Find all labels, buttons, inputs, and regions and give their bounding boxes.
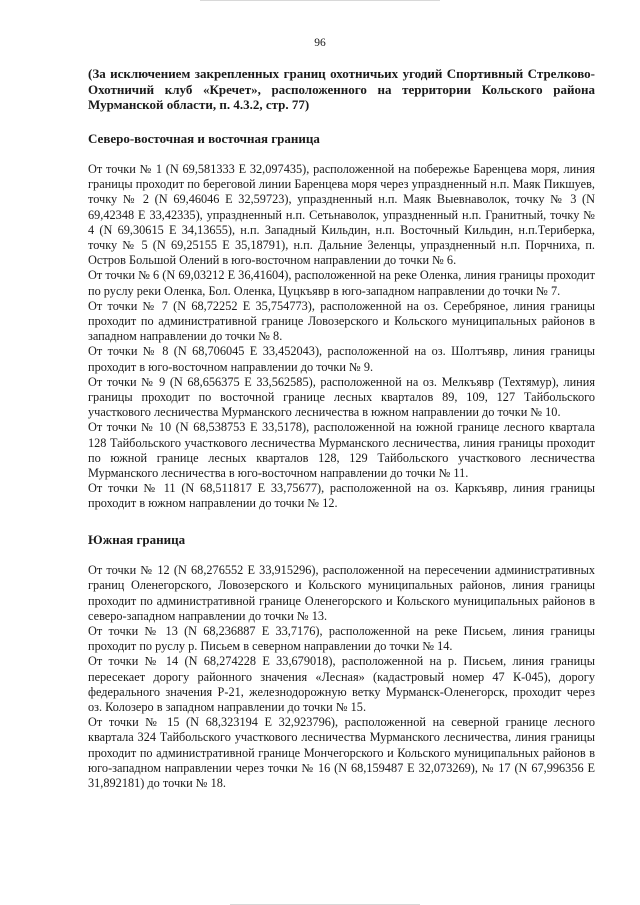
page-number: 96 bbox=[314, 37, 326, 49]
paragraph-point-7: От точки № 7 (N 68,72252 E 35,754773), расположенной на оз. Серебряное, линия границы проходит по административной границе Ловозерского и Кольского муниципальных районов в западном направлении до точки № 8. bbox=[88, 298, 595, 344]
section-northeast-east bbox=[88, 131, 595, 512]
paragraph-point-15: От точки № 15 (N 68,323194 E 32,923796), расположенной на северной границе лесного квартала 324 Тайбольского участкового лесничества Мурманского лесничества, линия границы проходит по административной границе Мончегорского и Кольского муниципальных районов в юго-западном направлении через точки № 16 (N 68,159487 E 32,073269), № 17 (N 67,996356 E 31,892181) до точки № 18. bbox=[88, 715, 595, 791]
paragraph-point-1: От точки № 1 (N 69,581333 E 32,097435), расположенной на побережье Баренцева моря, линия границы проходит по береговой линии Баренцева моря через упраздненный н.п. Маяк Пикшуев, точку № 2 (N 69,46046 E 32,59723), упраздненный н.п. Маяк Выевнаволок, точку № 3 (N 69,42348 E 33,42335), упраздненный н.п. Сетьнаволок, упраздненный н.п. Гранитный, точку № 4 (N 69,30615 E 34,13655), н.п. Западный Кильдин, н.п. Восточный Кильдин, н.п.Териберка, точку № 5 (N 69,25155 E 35,18791), н.п. Дальние Зеленцы, упраздненный н.п. Порчниха, п. Остров Большой Олений в юго-восточном направлении до точки № 6. bbox=[88, 162, 595, 268]
paragraph-point-13: От точки № 13 (N 68,236887 E 33,7176), расположенной на реке Письем, линия границы проходит по руслу р. Письем в северном направлении до точки № 14. bbox=[88, 623, 595, 654]
intro-note: (За исключением закрепленных границ охотничьих угодий Спортивный Стрелково-Охотничий клуб «Кречет», расположенного на территории Кольского района Мурманской области, п. 4.3.2, стр. 77) bbox=[88, 66, 595, 112]
paragraph-point-14: От точки № 14 (N 68,274228 E 33,679018), расположенной на р. Письем, линия границы пересекает дорогу районного значения «Лесная» (кадастровый номер 47 К-045), дорогу федерального значения Р-21, железнодорожную ветку Мурманск-Оленегорск, проходит через оз. Колозеро в западном направлении до точки № 15. bbox=[88, 654, 595, 714]
paragraph-point-9: От точки № 9 (N 68,656375 E 33,562585), расположенной на оз. Мелкъявр (Техтямур), линия границы проходит по восточной границе лесных кварталов 89, 109, 127 Тайбольского участкового лесничества Мурманского лесничества в южном направлении до точки № 10. bbox=[88, 374, 595, 420]
paragraph-point-6: От точки № 6 (N 69,03212 E 36,41604), расположенной на реке Оленка, линия границы проходит по руслу реки Оленка, Бол. Оленка, Цуцкъявр в юго-западном направлении до точки № 7. bbox=[88, 268, 595, 298]
section-heading: Южная граница bbox=[88, 531, 186, 547]
paragraph-point-10: От точки № 10 (N 68,538753 E 33,5178), расположенной на южной границе лесного квартала 128 Тайбольского участкового лесничества Мурманского лесничества, линия границы проходит по южной границе лесных кварталов 128, 129 Тайбольского участкового лесничества Мурманского лесничества в юго-восточном направлении до точки № 11. bbox=[88, 420, 595, 481]
section-heading: Северо-восточная и восточная граница bbox=[88, 130, 320, 146]
paragraph-point-8: От точки № 8 (N 68,706045 E 33,452043), расположенной на оз. Шолтъявр, линия границы проходит в юго-восточном направлении до точки № 9. bbox=[88, 344, 595, 374]
paragraph-point-11: От точки № 11 (N 68,511817 E 33,75677), расположенной на оз. Каркъявр, линия границы проходит в южном направлении до точки № 12. bbox=[88, 481, 595, 511]
paragraph-point-12: От точки № 12 (N 68,276552 E 33,915296), расположенной на пересечении административных границ Оленегорского, Ловозерского и Кольского муниципальных районов, линия границы проходит по административной границе Оленегорского и Кольского муниципальных районов в северо-западном направлении до точки № 13. bbox=[88, 563, 595, 623]
scan-edge-top bbox=[200, 0, 440, 1]
section-south bbox=[88, 532, 595, 792]
page-content bbox=[88, 66, 595, 791]
